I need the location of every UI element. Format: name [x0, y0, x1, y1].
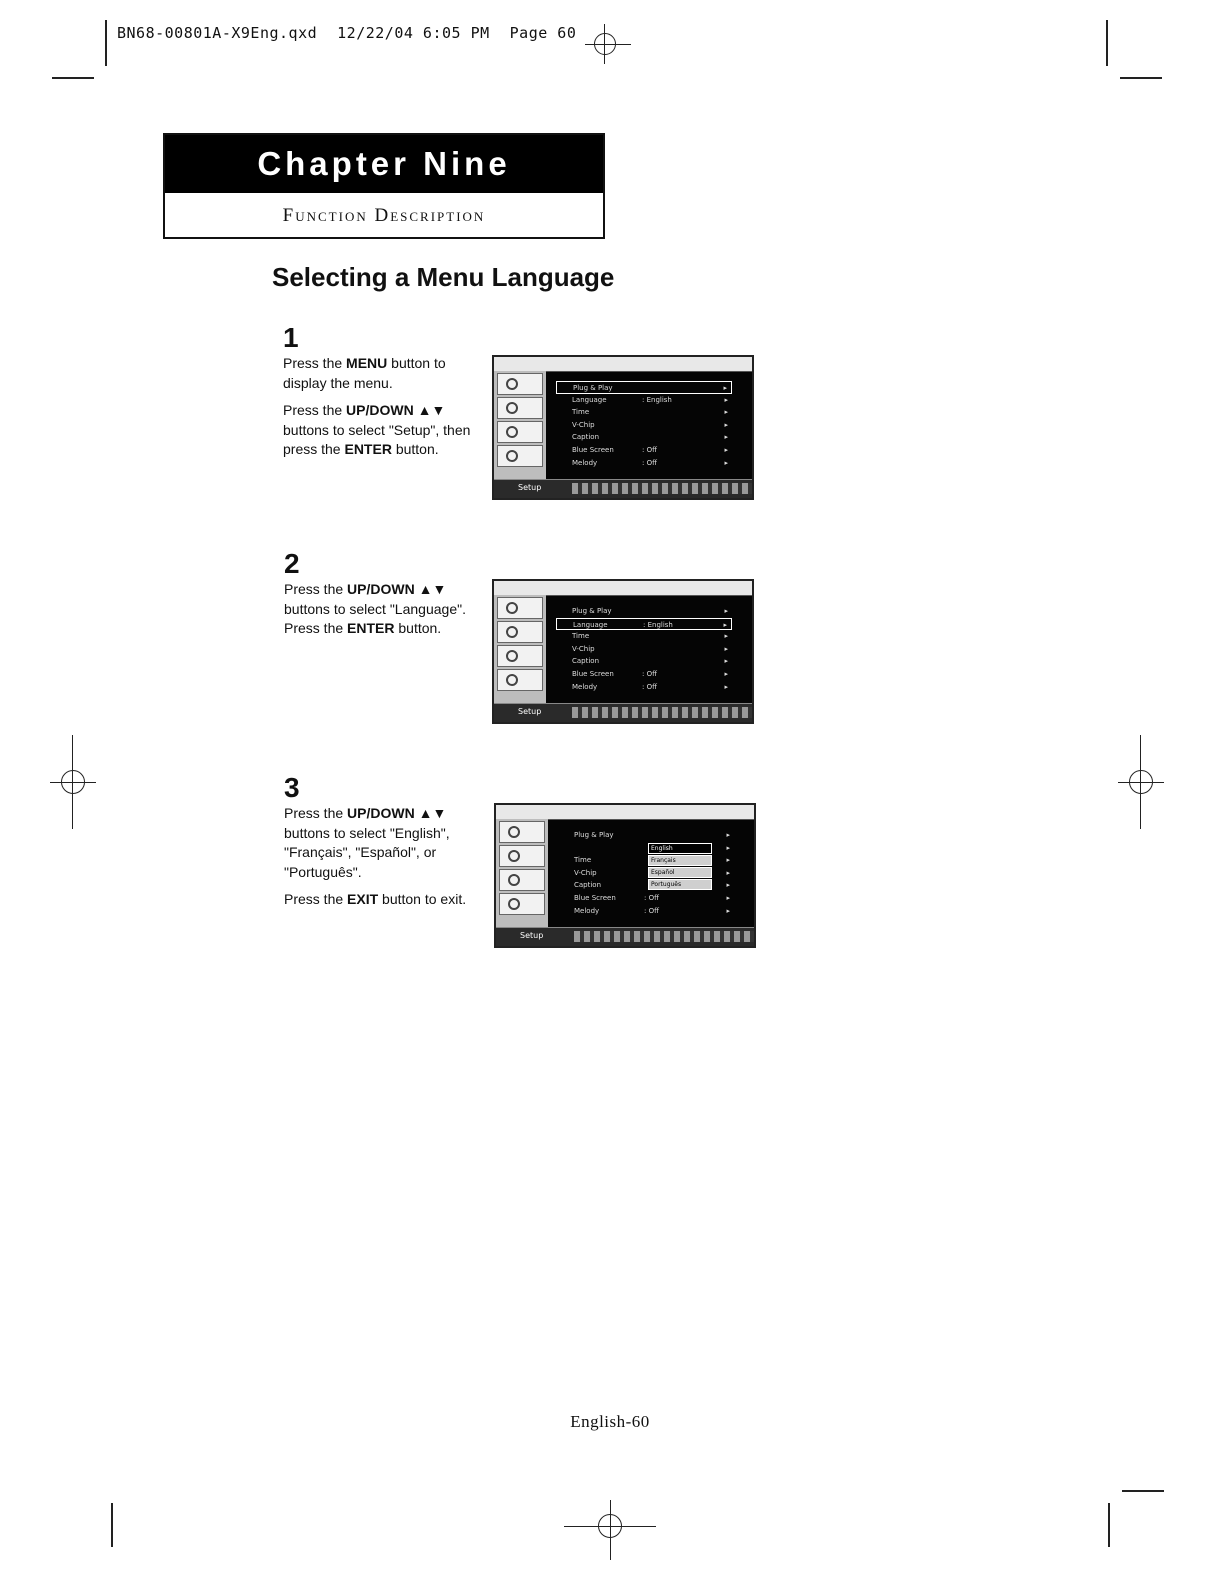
step-instructions — [284, 804, 484, 910]
osd-row-arrow-icon: ▸ — [723, 384, 727, 392]
osd-language-option: Español — [648, 867, 712, 878]
button-name: UP/DOWN — [347, 581, 415, 597]
crop-mark — [1108, 1503, 1110, 1547]
step-instructions — [283, 354, 483, 460]
osd-menu-icon — [497, 373, 543, 395]
instruction-text: Press the — [284, 805, 348, 821]
osd-menu-icon — [499, 869, 545, 891]
registration-mark — [585, 44, 631, 45]
osd-top-bar — [496, 805, 754, 820]
osd-row-label: Melody — [572, 458, 598, 467]
osd-row-arrow-icon: ▸ — [726, 893, 730, 902]
osd-row-value: : Off — [642, 445, 657, 454]
osd-top-bar — [494, 581, 752, 596]
osd-row-arrow-icon: ▸ — [726, 881, 730, 890]
chapter-banner — [163, 133, 605, 239]
osd-menu-icon — [499, 821, 545, 843]
osd-row-label: Caption — [572, 433, 600, 442]
osd-menu-row — [556, 419, 732, 432]
print-filename: BN68-00801A-X9Eng.qxd — [117, 24, 318, 42]
osd-bottom-bar — [494, 703, 752, 722]
osd-panel-label: Setup — [518, 483, 542, 492]
button-name: ENTER — [347, 620, 395, 636]
osd-row-label: Plug & Play — [572, 607, 612, 615]
osd-language-popup — [648, 843, 712, 891]
osd-row-label: Time — [572, 408, 590, 417]
osd-row-label: Caption — [572, 657, 600, 666]
osd-row-label: Caption — [574, 881, 602, 890]
step-2 — [284, 548, 489, 647]
osd-row-arrow-icon: ▸ — [724, 420, 728, 429]
osd-menu-list — [556, 605, 732, 693]
instruction-text: Press the — [284, 581, 348, 597]
osd-menu-row — [556, 381, 732, 394]
osd-row-arrow-icon: ▸ — [724, 682, 728, 691]
osd-panel-label: Setup — [520, 931, 544, 940]
registration-mark — [1140, 735, 1141, 829]
chapter-title: Chapter Nine — [165, 135, 603, 193]
osd-menu-icon — [497, 445, 543, 467]
osd-row-value: : English — [643, 620, 673, 629]
osd-row-arrow-icon: ▸ — [724, 607, 728, 615]
osd-row-arrow-icon: ▸ — [724, 657, 728, 666]
instruction-paragraph — [284, 580, 489, 639]
osd-row-arrow-icon: ▸ — [724, 458, 728, 467]
osd-row-arrow-icon: ▸ — [724, 669, 728, 678]
osd-bottom-bar — [494, 479, 752, 498]
osd-menu-icon — [499, 845, 545, 867]
instruction-paragraph — [284, 890, 484, 910]
print-page-label: Page 60 — [509, 24, 577, 42]
osd-row-label: Melody — [574, 906, 600, 915]
osd-row-label: Time — [572, 632, 590, 641]
osd-menu-row — [556, 630, 732, 643]
step-3 — [284, 772, 484, 918]
osd-row-arrow-icon: ▸ — [726, 843, 730, 852]
crop-mark — [52, 77, 94, 79]
instruction-text: button to exit. — [378, 891, 467, 907]
osd-menu-row — [556, 605, 732, 618]
osd-row-arrow-icon: ▸ — [726, 868, 730, 877]
page-number: English-60 — [570, 1412, 650, 1431]
step-number: 1 — [283, 322, 299, 353]
osd-language-option: English — [648, 843, 712, 854]
crop-mark — [1122, 1490, 1164, 1492]
registration-mark — [72, 735, 73, 829]
osd-menu-row — [556, 457, 732, 470]
osd-navigation-hints — [572, 707, 752, 718]
osd-bottom-bar — [496, 927, 754, 946]
osd-row-label: Time — [574, 856, 592, 865]
registration-mark — [50, 782, 96, 783]
osd-menu-icon — [499, 893, 545, 915]
osd-screenshot-3 — [494, 803, 756, 948]
osd-menu-icon — [497, 597, 543, 619]
instruction-text: button to display the menu. — [283, 355, 446, 391]
osd-menu-icon — [497, 669, 543, 691]
osd-row-arrow-icon: ▸ — [724, 395, 728, 404]
osd-row-arrow-icon: ▸ — [724, 445, 728, 454]
button-name: EXIT — [347, 891, 379, 907]
osd-screenshot-2 — [492, 579, 754, 724]
section-title: Selecting a Menu Language — [272, 262, 615, 292]
osd-row-arrow-icon: ▸ — [724, 632, 728, 641]
crop-mark — [1120, 77, 1162, 79]
osd-row-label: Blue Screen — [572, 669, 614, 678]
osd-row-value: : Off — [644, 893, 659, 902]
crop-mark — [1106, 20, 1108, 66]
osd-panel-label: Setup — [518, 707, 542, 716]
osd-menu-row — [556, 431, 732, 444]
osd-sidebar — [494, 371, 546, 481]
osd-menu-icon — [497, 397, 543, 419]
osd-row-label: Plug & Play — [574, 831, 614, 839]
osd-menu-row — [558, 905, 734, 918]
crop-mark — [111, 1503, 113, 1547]
button-name: UP/DOWN — [346, 402, 414, 418]
osd-language-option: Português — [648, 879, 712, 890]
osd-row-arrow-icon: ▸ — [724, 433, 728, 442]
step-number: 2 — [284, 548, 300, 579]
chapter-subtitle: Function Description — [282, 205, 486, 226]
osd-menu-row — [556, 655, 732, 668]
osd-menu-row — [556, 668, 732, 681]
osd-row-label: Language — [573, 620, 608, 629]
instruction-text: button. — [394, 620, 442, 636]
osd-row-label: V-Chip — [572, 420, 595, 429]
osd-sidebar — [494, 595, 546, 705]
osd-menu-icon — [497, 621, 543, 643]
registration-mark — [610, 1500, 611, 1560]
osd-menu-row — [558, 892, 734, 905]
osd-menu-row — [556, 406, 732, 419]
osd-menu-row — [556, 643, 732, 656]
instruction-paragraph — [283, 401, 483, 460]
osd-row-arrow-icon: ▸ — [724, 644, 728, 653]
osd-row-value: : Off — [642, 458, 657, 467]
button-name: ENTER — [344, 441, 392, 457]
instruction-text: Press the — [283, 402, 347, 418]
osd-row-label: Language — [572, 395, 607, 404]
osd-menu-row — [556, 394, 732, 407]
osd-menu-row — [558, 829, 734, 842]
osd-row-value: : Off — [642, 682, 657, 691]
osd-navigation-hints — [572, 483, 752, 494]
osd-menu-row — [556, 444, 732, 457]
osd-menu-list — [556, 381, 732, 469]
osd-row-arrow-icon: ▸ — [726, 906, 730, 915]
osd-row-arrow-icon: ▸ — [726, 831, 730, 839]
osd-row-label: Blue Screen — [572, 445, 614, 454]
instruction-text: Press the — [284, 891, 348, 907]
osd-row-label: Blue Screen — [574, 893, 616, 902]
osd-menu-icon — [497, 421, 543, 443]
osd-row-value: : Off — [642, 669, 657, 678]
instruction-text: Press the — [283, 355, 347, 371]
osd-row-arrow-icon: ▸ — [726, 856, 730, 865]
osd-row-value: : English — [642, 395, 672, 404]
osd-menu-row — [556, 681, 732, 694]
osd-row-arrow-icon: ▸ — [723, 620, 727, 629]
crop-mark — [105, 20, 107, 66]
instruction-text: ▲▼ buttons to select "Setup", then press the — [283, 402, 471, 457]
osd-row-label: Melody — [572, 682, 598, 691]
osd-row-label: V-Chip — [572, 644, 595, 653]
instruction-text: button. — [391, 441, 439, 457]
osd-screenshot-1 — [492, 355, 754, 500]
button-name: MENU — [346, 355, 388, 371]
osd-language-option: Français — [648, 855, 712, 866]
osd-top-bar — [494, 357, 752, 372]
osd-sidebar — [496, 819, 548, 929]
registration-mark — [1118, 782, 1164, 783]
osd-menu-icon — [497, 645, 543, 667]
osd-row-label: Plug & Play — [573, 384, 613, 392]
instruction-paragraph — [284, 804, 484, 882]
osd-row-arrow-icon: ▸ — [724, 408, 728, 417]
step-1 — [283, 322, 483, 468]
step-instructions — [284, 580, 489, 639]
instruction-paragraph — [283, 354, 483, 393]
instruction-text: ▲▼ buttons to select "Language". Press the — [284, 581, 466, 636]
step-number: 3 — [284, 772, 300, 803]
print-datetime: 12/22/04 6:05 PM — [337, 24, 490, 42]
osd-row-value: : Off — [644, 906, 659, 915]
osd-navigation-hints — [574, 931, 754, 942]
print-header — [117, 24, 596, 42]
button-name: UP/DOWN — [347, 805, 415, 821]
osd-menu-row — [556, 618, 732, 631]
osd-row-label: V-Chip — [574, 868, 597, 877]
instruction-text: ▲▼ buttons to select "English", "Français", "Español", or "Português". — [284, 805, 450, 880]
registration-mark — [604, 24, 605, 64]
